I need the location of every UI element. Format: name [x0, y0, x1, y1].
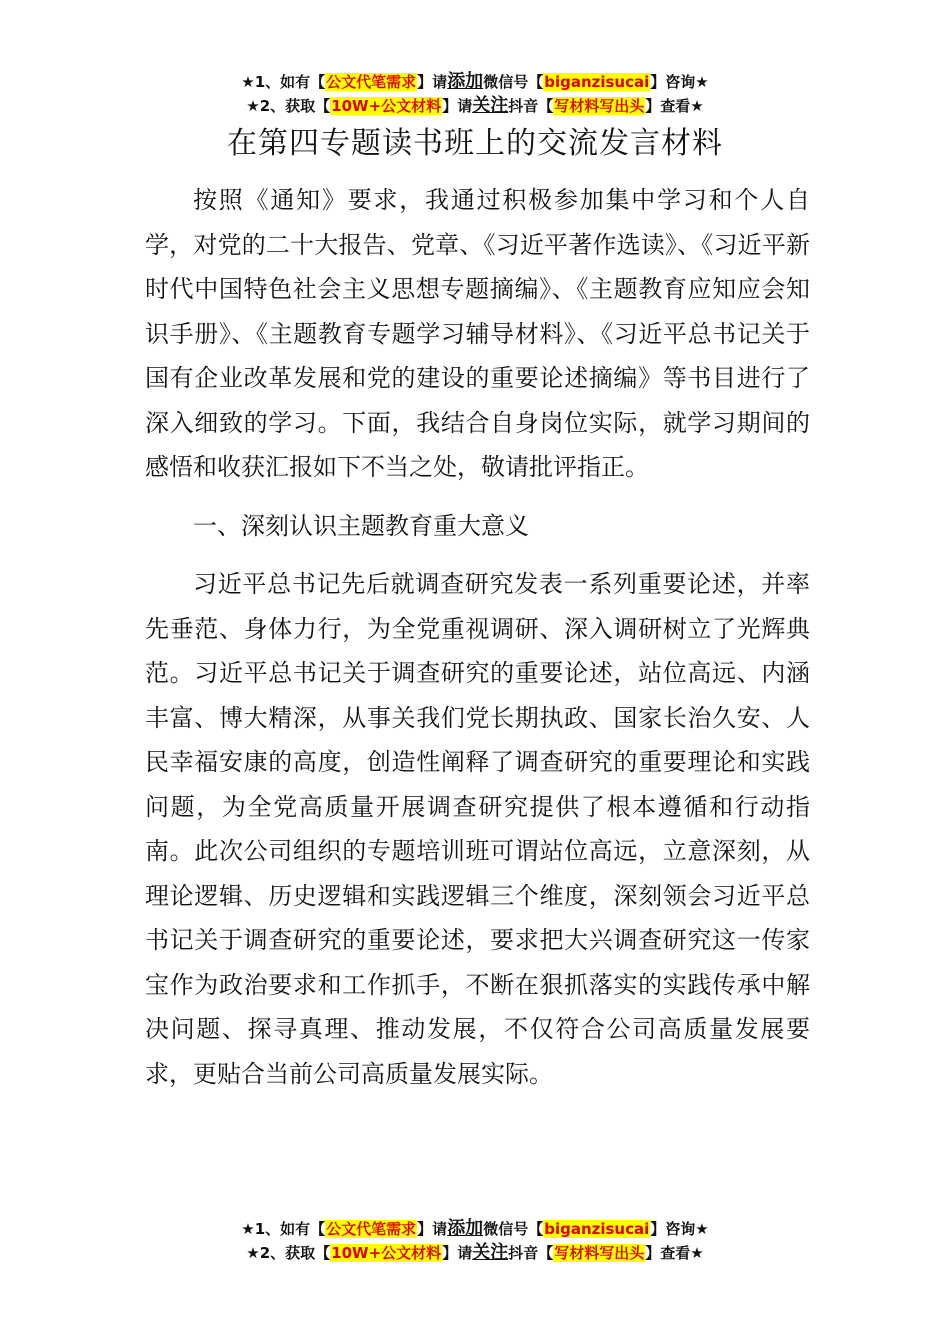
banner-underline: 添加 [447, 1218, 484, 1239]
banner-text: 】请 [442, 1244, 473, 1262]
banner-text: 】咨询★ [650, 1220, 709, 1238]
banner-line-1 [0, 70, 950, 94]
banner-line-1 [0, 1217, 950, 1241]
section-heading: 一、深刻认识主题教育重大意义 [193, 511, 529, 540]
banner-text: ★1、如有【 [241, 73, 326, 91]
banner-text: 】请 [442, 97, 473, 115]
document-title: 在第四专题读书班上的交流发言材料 [227, 126, 723, 161]
banner-text: 微信号【 [483, 73, 544, 91]
banner-text: 抖音【 [508, 1244, 554, 1262]
document-body [145, 178, 810, 1096]
banner-highlight: biganzisucai [544, 1220, 650, 1238]
banner-highlight: 10W+公文材料 [331, 1244, 442, 1262]
paragraph-intro: 按照《通知》要求，我通过积极参加集中学习和个人自学，对党的二十大报告、党章、《习近平著作选读》、《习近平新时代中国特色社会主义思想专题摘编》、《主题教育应知应会知识手册》、《主题教育专题学习辅导材料》、《习近平总书记关于国有企业改革发展和党的建设的重要论述摘编》等书目进行了深入细致的学习。下面，我结合自身岗位实际，就学习期间的感悟和收获汇报如下不当之处，敬请批评指正。 [145, 186, 810, 481]
banner-text: 】咨询★ [650, 73, 709, 91]
banner-text: 】查看★ [645, 1244, 704, 1262]
banner-text: ★1、如有【 [241, 1220, 326, 1238]
banner-text: ★2、获取【 [246, 97, 331, 115]
banner-underline: 关注 [472, 95, 509, 116]
banner-text: 】请 [417, 73, 448, 91]
banner-line-2 [0, 94, 950, 118]
banner-text: 】查看★ [645, 97, 704, 115]
banner-highlight: 公文代笔需求 [326, 73, 417, 91]
banner-text: 微信号【 [483, 1220, 544, 1238]
banner-line-2 [0, 1241, 950, 1265]
banner-text: 】请 [417, 1220, 448, 1238]
banner-underline: 关注 [472, 1242, 509, 1263]
banner-underline: 添加 [447, 71, 484, 92]
banner-highlight: 写材料写出头 [554, 97, 645, 115]
banner-text: ★2、获取【 [246, 1244, 331, 1262]
footer-banner [0, 1217, 950, 1265]
banner-highlight: 写材料写出头 [554, 1244, 645, 1262]
banner-highlight: biganzisucai [544, 73, 650, 91]
banner-text: 抖音【 [508, 97, 554, 115]
header-banner [0, 70, 950, 118]
banner-highlight: 10W+公文材料 [331, 97, 442, 115]
banner-highlight: 公文代笔需求 [326, 1220, 417, 1238]
paragraph-body: 习近平总书记先后就调查研究发表一系列重要论述，并率先垂范、身体力行，为全党重视调研、深入调研树立了光辉典范。习近平总书记关于调查研究的重要论述，站位高远、内涵丰富、博大精深，从事关我们党长期执政、国家长治久安、人民幸福安康的高度，创造性阐释了调查研究的重要理论和实践问题，为全党高质量开展调查研究提供了根本遵循和行动指南。此次公司组织的专题培训班可谓站位高远，立意深刻，从理论逻辑、历史逻辑和实践逻辑三个维度，深刻领会习近平总书记关于调查研究的重要论述，要求把大兴调查研究这一传家宝作为政治要求和工作抓手，不断在狠抓落实的实践传承中解决问题、探寻真理、推动发展，不仅符合公司高质量发展要求，更贴合当前公司高质量发展实际。 [145, 570, 810, 1088]
